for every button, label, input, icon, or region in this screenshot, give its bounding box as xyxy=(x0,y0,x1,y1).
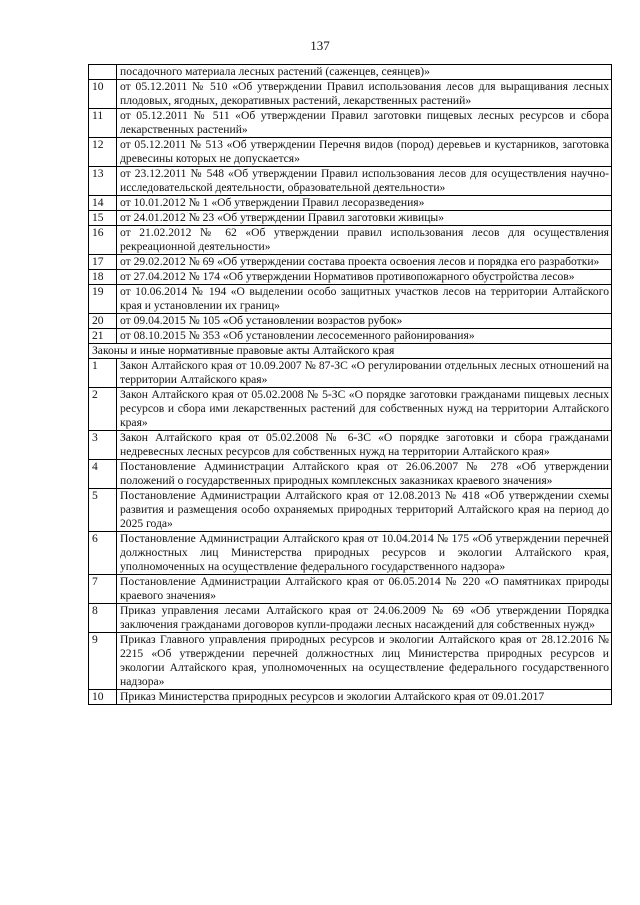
row-number: 2 xyxy=(89,388,117,431)
row-number: 10 xyxy=(89,690,117,705)
row-text: от 09.04.2015 № 105 «Об установлении возрастов рубок» xyxy=(117,314,612,329)
table-row xyxy=(89,167,612,196)
legal-acts-table xyxy=(88,64,612,705)
row-number: 9 xyxy=(89,633,117,690)
table-row xyxy=(89,109,612,138)
row-text: Постановление Администрации Алтайского края от 26.06.2007 № 278 «Об утверждении положений о государственных природных комплексных заказниках краевого значения» xyxy=(117,460,612,489)
row-text: от 05.12.2011 № 510 «Об утверждении Правил использования лесов для выращивания лесных плодовых, ягодных, декоративных растений, лекарственных растений» xyxy=(117,80,612,109)
table-row xyxy=(89,532,612,575)
regional-acts-rows xyxy=(89,359,612,705)
row-number: 8 xyxy=(89,604,117,633)
row-text: Приказ Министерства природных ресурсов и экологии Алтайского края от 09.01.2017 xyxy=(117,690,612,705)
table-row xyxy=(89,575,612,604)
table-row xyxy=(89,80,612,109)
page-number: 137 xyxy=(310,38,330,53)
table-row xyxy=(89,604,612,633)
table-row xyxy=(89,270,612,285)
table-row xyxy=(89,138,612,167)
row-text: Приказ Главного управления природных ресурсов и экологии Алтайского края от 28.12.2016 № 2215 «Об утверждении перечней должностных лиц Министерства природных ресурсов и экологии Алтайского края, уполномоченных на осуществление федерального государственного надзора» xyxy=(117,633,612,690)
row-text: от 05.12.2011 № 513 «Об утверждении Перечня видов (пород) деревьев и кустарников, заготовка древесины которых не допускается» xyxy=(117,138,612,167)
row-number: 13 xyxy=(89,167,117,196)
table-row xyxy=(89,65,612,80)
section-header-row-group xyxy=(89,344,612,359)
section-header-row xyxy=(89,344,612,359)
federal-acts-rows xyxy=(89,65,612,344)
table-row xyxy=(89,285,612,314)
row-text: Постановление Администрации Алтайского края от 10.04.2014 № 175 «Об утверждении перечней должностных лиц Министерства природных ресурсов и экологии Алтайского края, уполномоченных на осуществление федерального государственного надзора» xyxy=(117,532,612,575)
table-row xyxy=(89,690,612,705)
row-number: 18 xyxy=(89,270,117,285)
row-text: Закон Алтайского края от 05.02.2008 № 6-ЗС «О порядке заготовки и сбора гражданами недревесных лесных ресурсов для собственных нужд на территории Алтайского края» xyxy=(117,431,612,460)
table-row xyxy=(89,359,612,388)
row-number: 7 xyxy=(89,575,117,604)
row-number: 17 xyxy=(89,255,117,270)
row-number: 3 xyxy=(89,431,117,460)
row-number: 12 xyxy=(89,138,117,167)
row-number: 4 xyxy=(89,460,117,489)
row-text: Закон Алтайского края от 05.02.2008 № 5-ЗС «О порядке заготовки гражданами пищевых лесных ресурсов и сбора ими лекарственных растений для собственных нужд на территории Алтайского края» xyxy=(117,388,612,431)
table-row xyxy=(89,431,612,460)
row-number: 16 xyxy=(89,226,117,255)
row-number xyxy=(89,65,117,80)
row-text: Закон Алтайского края от 10.09.2007 № 87-ЗС «О регулировании отдельных лесных отношений на территории Алтайского края» xyxy=(117,359,612,388)
row-text: от 27.04.2012 № 174 «Об утверждении Нормативов противопожарного обустройства лесов» xyxy=(117,270,612,285)
table-row xyxy=(89,211,612,226)
row-number: 19 xyxy=(89,285,117,314)
row-text: от 21.02.2012 № 62 «Об утверждении правил использования лесов для осуществления рекреационной деятельности» xyxy=(117,226,612,255)
table-row xyxy=(89,314,612,329)
table-row xyxy=(89,460,612,489)
row-number: 15 xyxy=(89,211,117,226)
row-text: от 10.06.2014 № 194 «О выделении особо защитных участков лесов на территории Алтайского края и установлении их границ» xyxy=(117,285,612,314)
row-number: 21 xyxy=(89,329,117,344)
table-row xyxy=(89,633,612,690)
row-text: Приказ управления лесами Алтайского края от 24.06.2009 № 69 «Об утверждении Порядка заключения гражданами договоров купли-продажи лесных насаждений для собственных нужд» xyxy=(117,604,612,633)
table-row xyxy=(89,255,612,270)
row-text: Постановление Администрации Алтайского края от 12.08.2013 № 418 «Об утверждении схемы развития и размещения особо охраняемых природных территорий Алтайского края на период до 2025 года» xyxy=(117,489,612,532)
row-number: 6 xyxy=(89,532,117,575)
row-number: 14 xyxy=(89,196,117,211)
row-text: от 05.12.2011 № 511 «Об утверждении Правил заготовки пищевых лесных ресурсов и сбора лекарственных растений» xyxy=(117,109,612,138)
row-number: 10 xyxy=(89,80,117,109)
row-text: от 29.02.2012 № 69 «Об утверждении состава проекта освоения лесов и порядка его разработки» xyxy=(117,255,612,270)
row-number: 1 xyxy=(89,359,117,388)
section-title: Законы и иные нормативные правовые акты Алтайского края xyxy=(89,344,612,359)
table-row xyxy=(89,388,612,431)
row-text: посадочного материала лесных растений (саженцев, сеянцев)» xyxy=(117,65,612,80)
row-text: от 23.12.2011 № 548 «Об утверждении Правил использования лесов для осуществления научно-исследовательской деятельности, образовательной деятельности» xyxy=(117,167,612,196)
row-text: от 24.01.2012 № 23 «Об утверждении Правил заготовки живицы» xyxy=(117,211,612,226)
row-number: 5 xyxy=(89,489,117,532)
table-row xyxy=(89,329,612,344)
table-row xyxy=(89,489,612,532)
row-number: 20 xyxy=(89,314,117,329)
row-number: 11 xyxy=(89,109,117,138)
row-text: от 10.01.2012 № 1 «Об утверждении Правил лесоразведения» xyxy=(117,196,612,211)
table-row xyxy=(89,196,612,211)
row-text: от 08.10.2015 № 353 «Об установлении лесосеменного районирования» xyxy=(117,329,612,344)
row-text: Постановление Администрации Алтайского края от 06.05.2014 № 220 «О памятниках природы краевого значения» xyxy=(117,575,612,604)
table-row xyxy=(89,226,612,255)
